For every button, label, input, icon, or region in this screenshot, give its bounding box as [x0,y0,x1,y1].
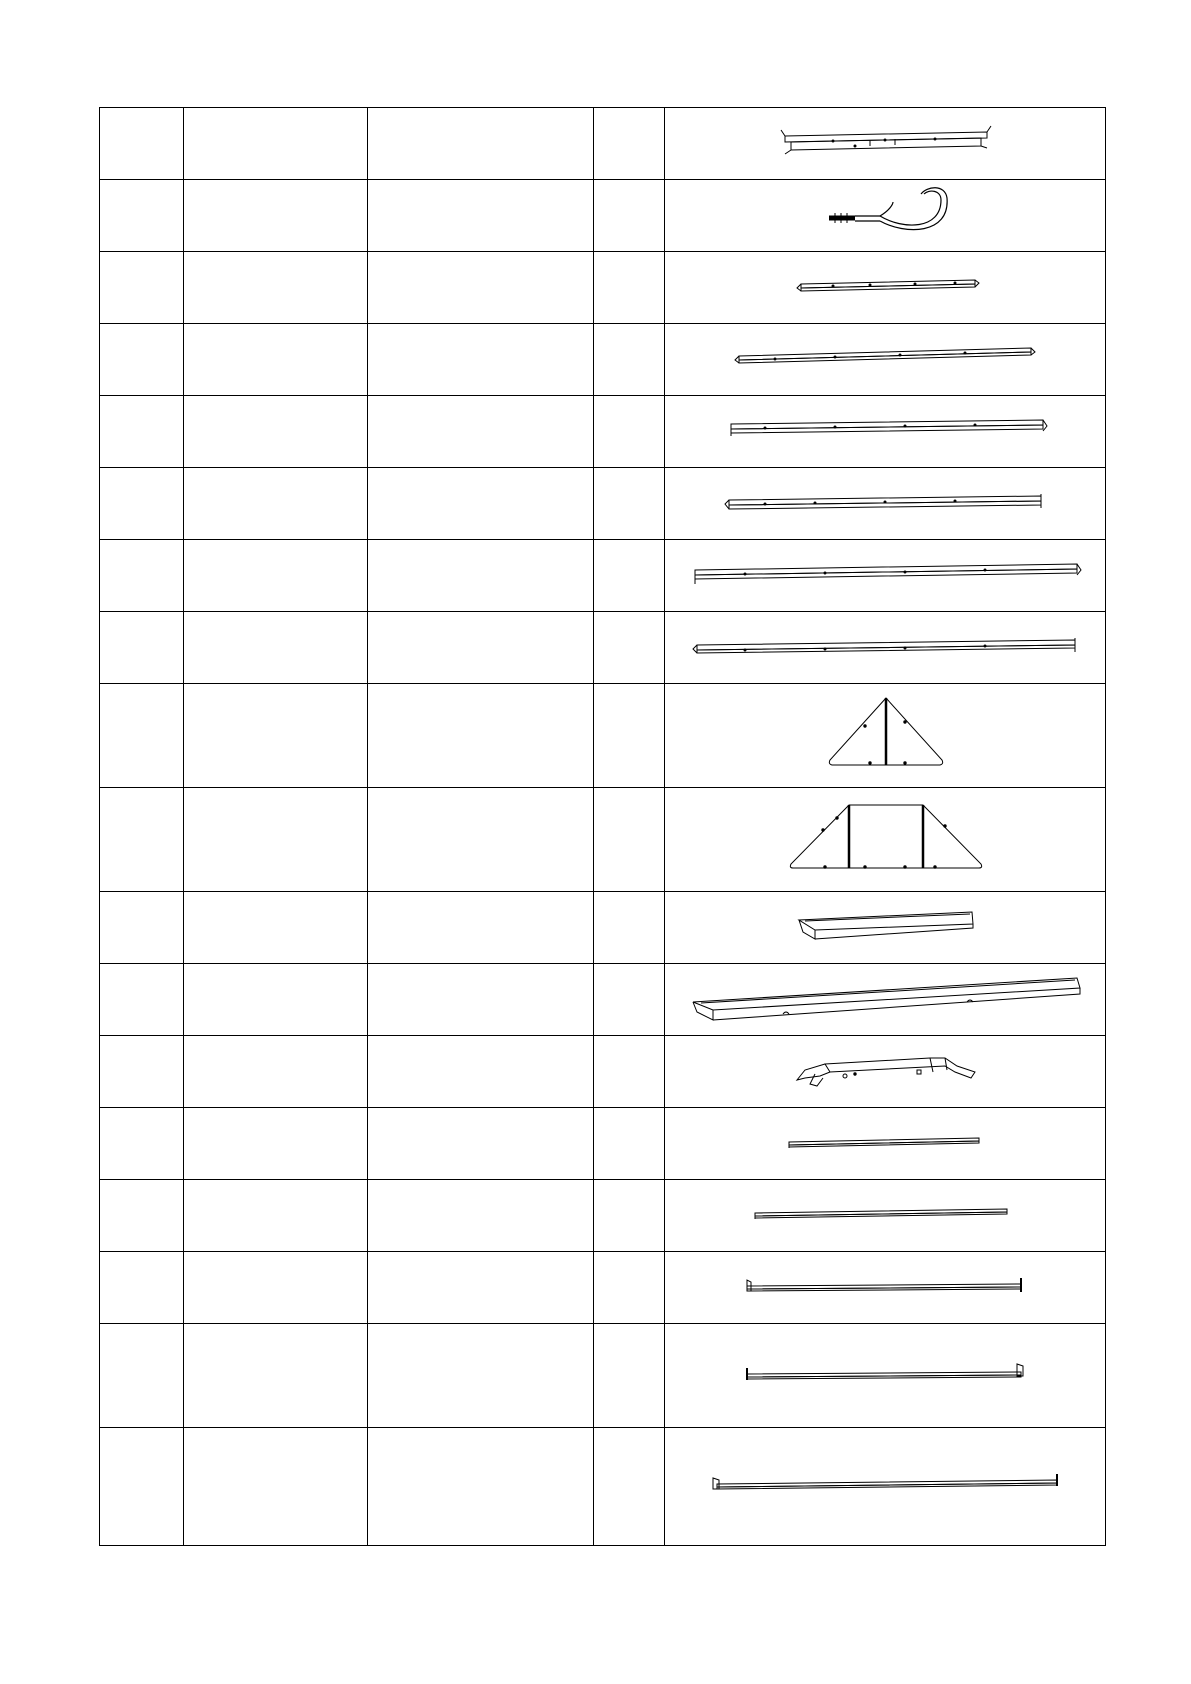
cell-no [100,1252,184,1324]
cell-name [184,108,368,180]
cell-name [184,612,368,684]
cell-spec [368,684,594,788]
short-rail-drawing [665,252,1106,323]
cell-qty [594,1252,665,1324]
medium-rail-drawing [665,468,1106,539]
cell-spec [368,252,594,324]
cell-spec [368,1324,594,1428]
cell-image [665,1428,1106,1546]
table-row [100,1180,1106,1252]
table-row [100,252,1106,324]
table-row [100,1428,1106,1546]
cell-no [100,540,184,612]
cell-no [100,1108,184,1180]
medium-rail-drawing [665,396,1106,467]
medium-rail-drawing [665,324,1106,395]
thin-bar-with-end-tab-drawing [665,1252,1106,1323]
cell-no [100,180,184,252]
cell-qty [594,180,665,252]
cell-spec [368,892,594,964]
cell-qty [594,1036,665,1108]
cell-name [184,252,368,324]
cell-image [665,324,1106,396]
table-row [100,964,1106,1036]
cell-no [100,396,184,468]
cell-image [665,788,1106,892]
table-row [100,1252,1106,1324]
cell-spec [368,964,594,1036]
cell-name [184,788,368,892]
cell-spec [368,324,594,396]
cell-image [665,468,1106,540]
side-bracket-assembly-drawing [665,108,1106,179]
cell-spec [368,108,594,180]
cell-no [100,1036,184,1108]
cell-spec [368,396,594,468]
cell-no [100,1180,184,1252]
cell-qty [594,964,665,1036]
table-row [100,1108,1106,1180]
cell-no [100,892,184,964]
short-gutter-drawing [665,892,1106,963]
cell-no [100,788,184,892]
long-rail-drawing [665,612,1106,683]
cell-spec [368,788,594,892]
cell-name [184,1252,368,1324]
parts-list-table [99,107,1106,1546]
cell-image [665,1108,1106,1180]
cell-no [100,964,184,1036]
cell-spec [368,1180,594,1252]
cell-qty [594,324,665,396]
cell-name [184,324,368,396]
cell-qty [594,108,665,180]
cell-name [184,1180,368,1252]
cell-spec [368,612,594,684]
long-rail-drawing [665,540,1106,611]
thin-bar-drawing [665,1180,1106,1251]
cell-qty [594,892,665,964]
table-row [100,324,1106,396]
ridge-connector-drawing [665,1036,1106,1107]
cell-qty [594,1108,665,1180]
thin-bar-drawing [665,1108,1106,1179]
cell-no [100,252,184,324]
cell-qty [594,468,665,540]
cell-spec [368,180,594,252]
cell-image [665,1252,1106,1324]
cell-name [184,964,368,1036]
cell-name [184,1324,368,1428]
cell-spec [368,1108,594,1180]
cell-image [665,252,1106,324]
cell-image [665,1180,1106,1252]
table-row [100,108,1106,180]
cell-name [184,1036,368,1108]
table-row [100,684,1106,788]
cell-qty [594,252,665,324]
cell-no [100,612,184,684]
trapezoid-gable-panel-drawing [665,788,1106,891]
cell-name [184,396,368,468]
cell-spec [368,468,594,540]
cell-image [665,964,1106,1036]
cell-image [665,1036,1106,1108]
cell-name [184,540,368,612]
cell-no [100,108,184,180]
table-row [100,468,1106,540]
cell-image [665,540,1106,612]
table-row [100,788,1106,892]
cell-no [100,324,184,396]
thin-bar-with-end-tab-drawing [665,1324,1106,1427]
cell-no [100,1428,184,1546]
cell-image [665,684,1106,788]
cell-qty [594,540,665,612]
cell-name [184,1108,368,1180]
cell-qty [594,1180,665,1252]
long-gutter-drawing [665,964,1106,1035]
table-row [100,396,1106,468]
parts-table-body [100,108,1106,1546]
table-row [100,612,1106,684]
table-row [100,1324,1106,1428]
cell-no [100,684,184,788]
cell-name [184,684,368,788]
table-row [100,892,1106,964]
cell-qty [594,788,665,892]
cell-qty [594,684,665,788]
cell-no [100,1324,184,1428]
triangle-gable-panel-drawing [665,684,1106,787]
cell-name [184,892,368,964]
cell-spec [368,1428,594,1546]
cell-image [665,108,1106,180]
long-thin-bar-with-end-tab-drawing [665,1428,1106,1545]
cell-qty [594,612,665,684]
cell-name [184,180,368,252]
cell-image [665,396,1106,468]
cell-name [184,1428,368,1546]
hook-bolt-drawing [665,180,1106,251]
cell-image [665,180,1106,252]
cell-name [184,468,368,540]
cell-image [665,892,1106,964]
cell-image [665,1324,1106,1428]
cell-qty [594,1428,665,1546]
cell-spec [368,540,594,612]
table-row [100,540,1106,612]
cell-image [665,612,1106,684]
cell-spec [368,1252,594,1324]
table-row [100,180,1106,252]
cell-qty [594,1324,665,1428]
cell-spec [368,1036,594,1108]
cell-no [100,468,184,540]
table-row [100,1036,1106,1108]
cell-qty [594,396,665,468]
